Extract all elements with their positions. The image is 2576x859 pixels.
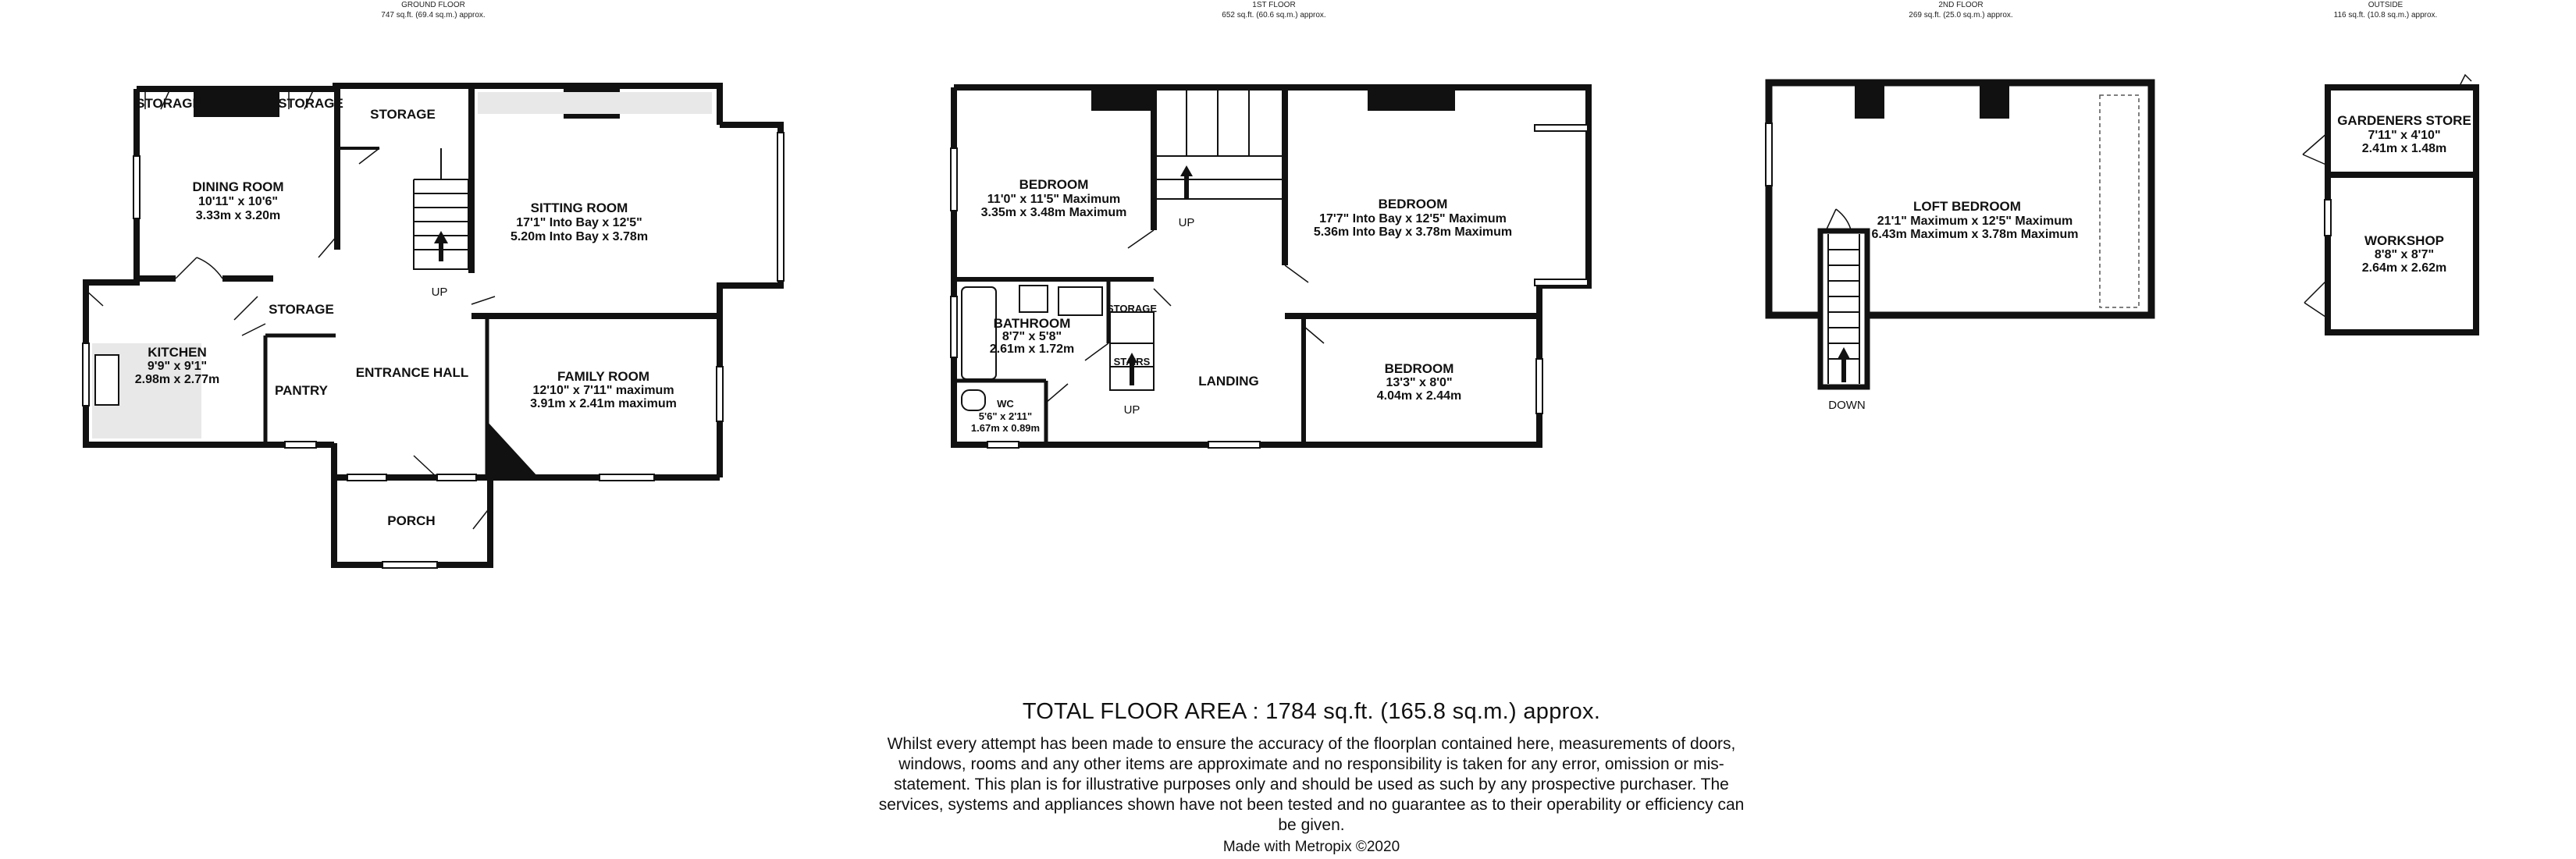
loft-name: LOFT BEDROOM: [1913, 199, 2021, 214]
bathroom-metric: 2.61m x 1.72m: [989, 343, 1075, 356]
first-labels: [971, 177, 1512, 434]
ground-window-hall2: [437, 474, 476, 481]
family-imperial: 12'10" x 7'11" maximum: [532, 384, 674, 397]
dining-name: DINING ROOM: [192, 179, 284, 194]
bed3-imperial: 13'3" x 8'0": [1386, 376, 1453, 389]
first-up-top: UP: [1178, 216, 1195, 229]
ground-floor-title: GROUND FLOOR: [401, 1, 465, 9]
first-floor-title: 1ST FLOOR: [1252, 1, 1296, 9]
ground-bay-wall: [720, 125, 781, 477]
ground-storage-mid: STORAGE: [269, 302, 334, 317]
wc-metric: 1.67m x 0.89m: [970, 422, 1041, 434]
ground-storage-left: STORAGE: [136, 96, 201, 111]
first-up-bottom: UP: [1123, 403, 1140, 417]
pantry-label: PANTRY: [275, 383, 328, 398]
dining-imperial: 10'11" x 10'6": [198, 195, 278, 208]
first-storage-label: STORAGE: [1106, 303, 1158, 314]
bed1-imperial: 11'0" x 11'5" Maximum: [987, 193, 1121, 206]
loft-metric: 6.43m Maximum x 3.78m Maximum: [1871, 228, 2079, 241]
disclaimer: Whilst every attempt has been made to ensure the accuracy of the floorplan contained here, measurements of doors, windows, rooms and any other items are approximate and no responsibility is taken for any error, omission or mis-statement. This plan is for illustrative purposes only and should be used as such by any prospective purchaser. The services, systems and appliances shown have not been tested and no guarantee as to their operability or efficiency can be given.: [878, 735, 1745, 834]
first-window-bed2: [1535, 125, 1588, 131]
second-floor-area: 269 sq.ft. (25.0 sq.m.) approx.: [1909, 10, 2013, 20]
ground-up-label: UP: [431, 286, 448, 299]
bed2-metric: 5.36m Into Bay x 3.78m Maximum: [1313, 225, 1513, 239]
ground-window-kitchen: [83, 343, 89, 406]
workshop-metric: 2.64m x 2.62m: [2361, 261, 2447, 275]
bed3-metric: 4.04m x 2.44m: [1376, 389, 1462, 403]
first-floor-area: 652 sq.ft. (60.6 sq.m.) approx.: [1222, 10, 1326, 20]
bed2-imperial: 17'7" Into Bay x 12'5" Maximum: [1319, 212, 1507, 225]
bed1-metric: 3.35m x 3.48m Maximum: [980, 206, 1127, 219]
loft-imperial: 21'1" Maximum x 12'5" Maximum: [1877, 215, 2073, 228]
ground-features: [83, 86, 784, 568]
first-window-wc: [987, 442, 1019, 448]
first-chimney-bed1: [1091, 87, 1152, 111]
bed2-name: BEDROOM: [1378, 197, 1448, 211]
first-window-bed3: [1536, 359, 1542, 414]
first-floor-plan: [954, 87, 1589, 445]
wc-name: WC: [997, 398, 1014, 410]
ground-chimney-dining: [194, 86, 279, 117]
first-chimney-bed2: [1368, 87, 1455, 111]
outside-title: OUTSIDE: [2368, 1, 2403, 9]
wc-basin: [962, 390, 985, 410]
kitchen-name: KITCHEN: [148, 345, 207, 360]
bathroom-imperial: 8'7" x 5'8": [1002, 330, 1062, 343]
workshop-imperial: 8'8" x 8'7": [2374, 248, 2435, 261]
bath-tub: [962, 287, 996, 379]
ground-porch-wall: [334, 443, 490, 565]
ground-labels: [135, 96, 677, 528]
outside-area: 116 sq.ft. (10.8 sq.m.) approx.: [2333, 10, 2438, 20]
ground-window-dining: [133, 156, 140, 218]
wc-imperial: 5'6" x 2'11": [978, 410, 1033, 422]
loft-chimney-right: [1980, 84, 2009, 119]
family-metric: 3.91m x 2.41m maximum: [530, 397, 677, 410]
second-floor-title: 2ND FLOOR: [1938, 1, 1984, 9]
ground-window-sitting-bay: [777, 133, 784, 281]
gardeners-name: GARDENERS STORE: [2337, 113, 2471, 128]
bed3-name: BEDROOM: [1384, 361, 1454, 376]
outside-plan: [2303, 75, 2476, 332]
ground-hearth: [478, 92, 712, 114]
kitchen-metric: 2.98m x 2.77m: [134, 373, 220, 386]
first-window-bed1: [951, 148, 957, 211]
loft-chimney-left: [1855, 84, 1884, 119]
loft-down: DOWN: [1828, 399, 1866, 412]
made-with-credit: Made with Metropix ©2020: [1222, 839, 1400, 855]
bed1-name: BEDROOM: [1019, 177, 1089, 192]
kitchen-imperial: 9'9" x 9'1": [147, 360, 208, 373]
loft-window: [1766, 123, 1772, 186]
landing-label: LANDING: [1198, 374, 1259, 389]
first-right-wall: [954, 87, 1589, 445]
bath-basin: [1019, 286, 1048, 312]
ground-window-front: [600, 474, 654, 481]
first-staircase: [1110, 87, 1282, 390]
outbuilding-door-top: [2303, 133, 2328, 165]
total-floor-area: TOTAL FLOOR AREA : 1784 sq.ft. (165.8 sq.m.) approx.: [1022, 699, 1601, 724]
bath-toilet: [1059, 287, 1102, 315]
outbuilding-door-bottom: [2304, 279, 2328, 318]
dining-metric: 3.33m x 3.20m: [195, 209, 281, 222]
sitting-metric: 5.20m Into Bay x 3.78m: [510, 230, 649, 243]
porch-label: PORCH: [387, 513, 436, 528]
ground-storage-top: STORAGE: [370, 107, 436, 122]
ground-storage-right: STORAGE: [278, 96, 343, 111]
first-stair-arrow: [1180, 165, 1193, 199]
gardeners-imperial: 7'11" x 4'10": [2368, 129, 2441, 142]
first-stairs-label: STAIRS: [1113, 356, 1151, 367]
ground-floor-plan: [86, 86, 781, 565]
ground-window-hall: [347, 474, 386, 481]
family-name: FAMILY ROOM: [557, 369, 650, 384]
kitchen-sink: [95, 355, 119, 405]
ground-window-pantry: [285, 442, 316, 448]
ground-window-family: [717, 367, 723, 421]
first-window-bath: [951, 296, 957, 357]
sitting-name: SITTING ROOM: [530, 201, 628, 215]
ground-floor-area: 747 sq.ft. (69.4 sq.m.) approx.: [381, 10, 486, 20]
entrance-hall-label: ENTRANCE HALL: [355, 365, 469, 380]
bathroom-name: BATHROOM: [993, 316, 1071, 331]
workshop-name: WORKSHOP: [2364, 233, 2444, 248]
first-outer-wall: [954, 87, 1589, 125]
first-window-bed2b: [1535, 279, 1588, 286]
first-window-landing: [1208, 442, 1260, 448]
gardeners-metric: 2.41m x 1.48m: [2361, 142, 2447, 155]
sitting-imperial: 17'1" Into Bay x 12'5": [516, 216, 642, 229]
second-floor-plan: [1766, 83, 2151, 412]
ground-family-corner: [487, 421, 539, 477]
outbuilding-window: [2325, 200, 2331, 236]
ground-window-porch: [382, 562, 437, 568]
loft-skylight: [2100, 95, 2139, 307]
